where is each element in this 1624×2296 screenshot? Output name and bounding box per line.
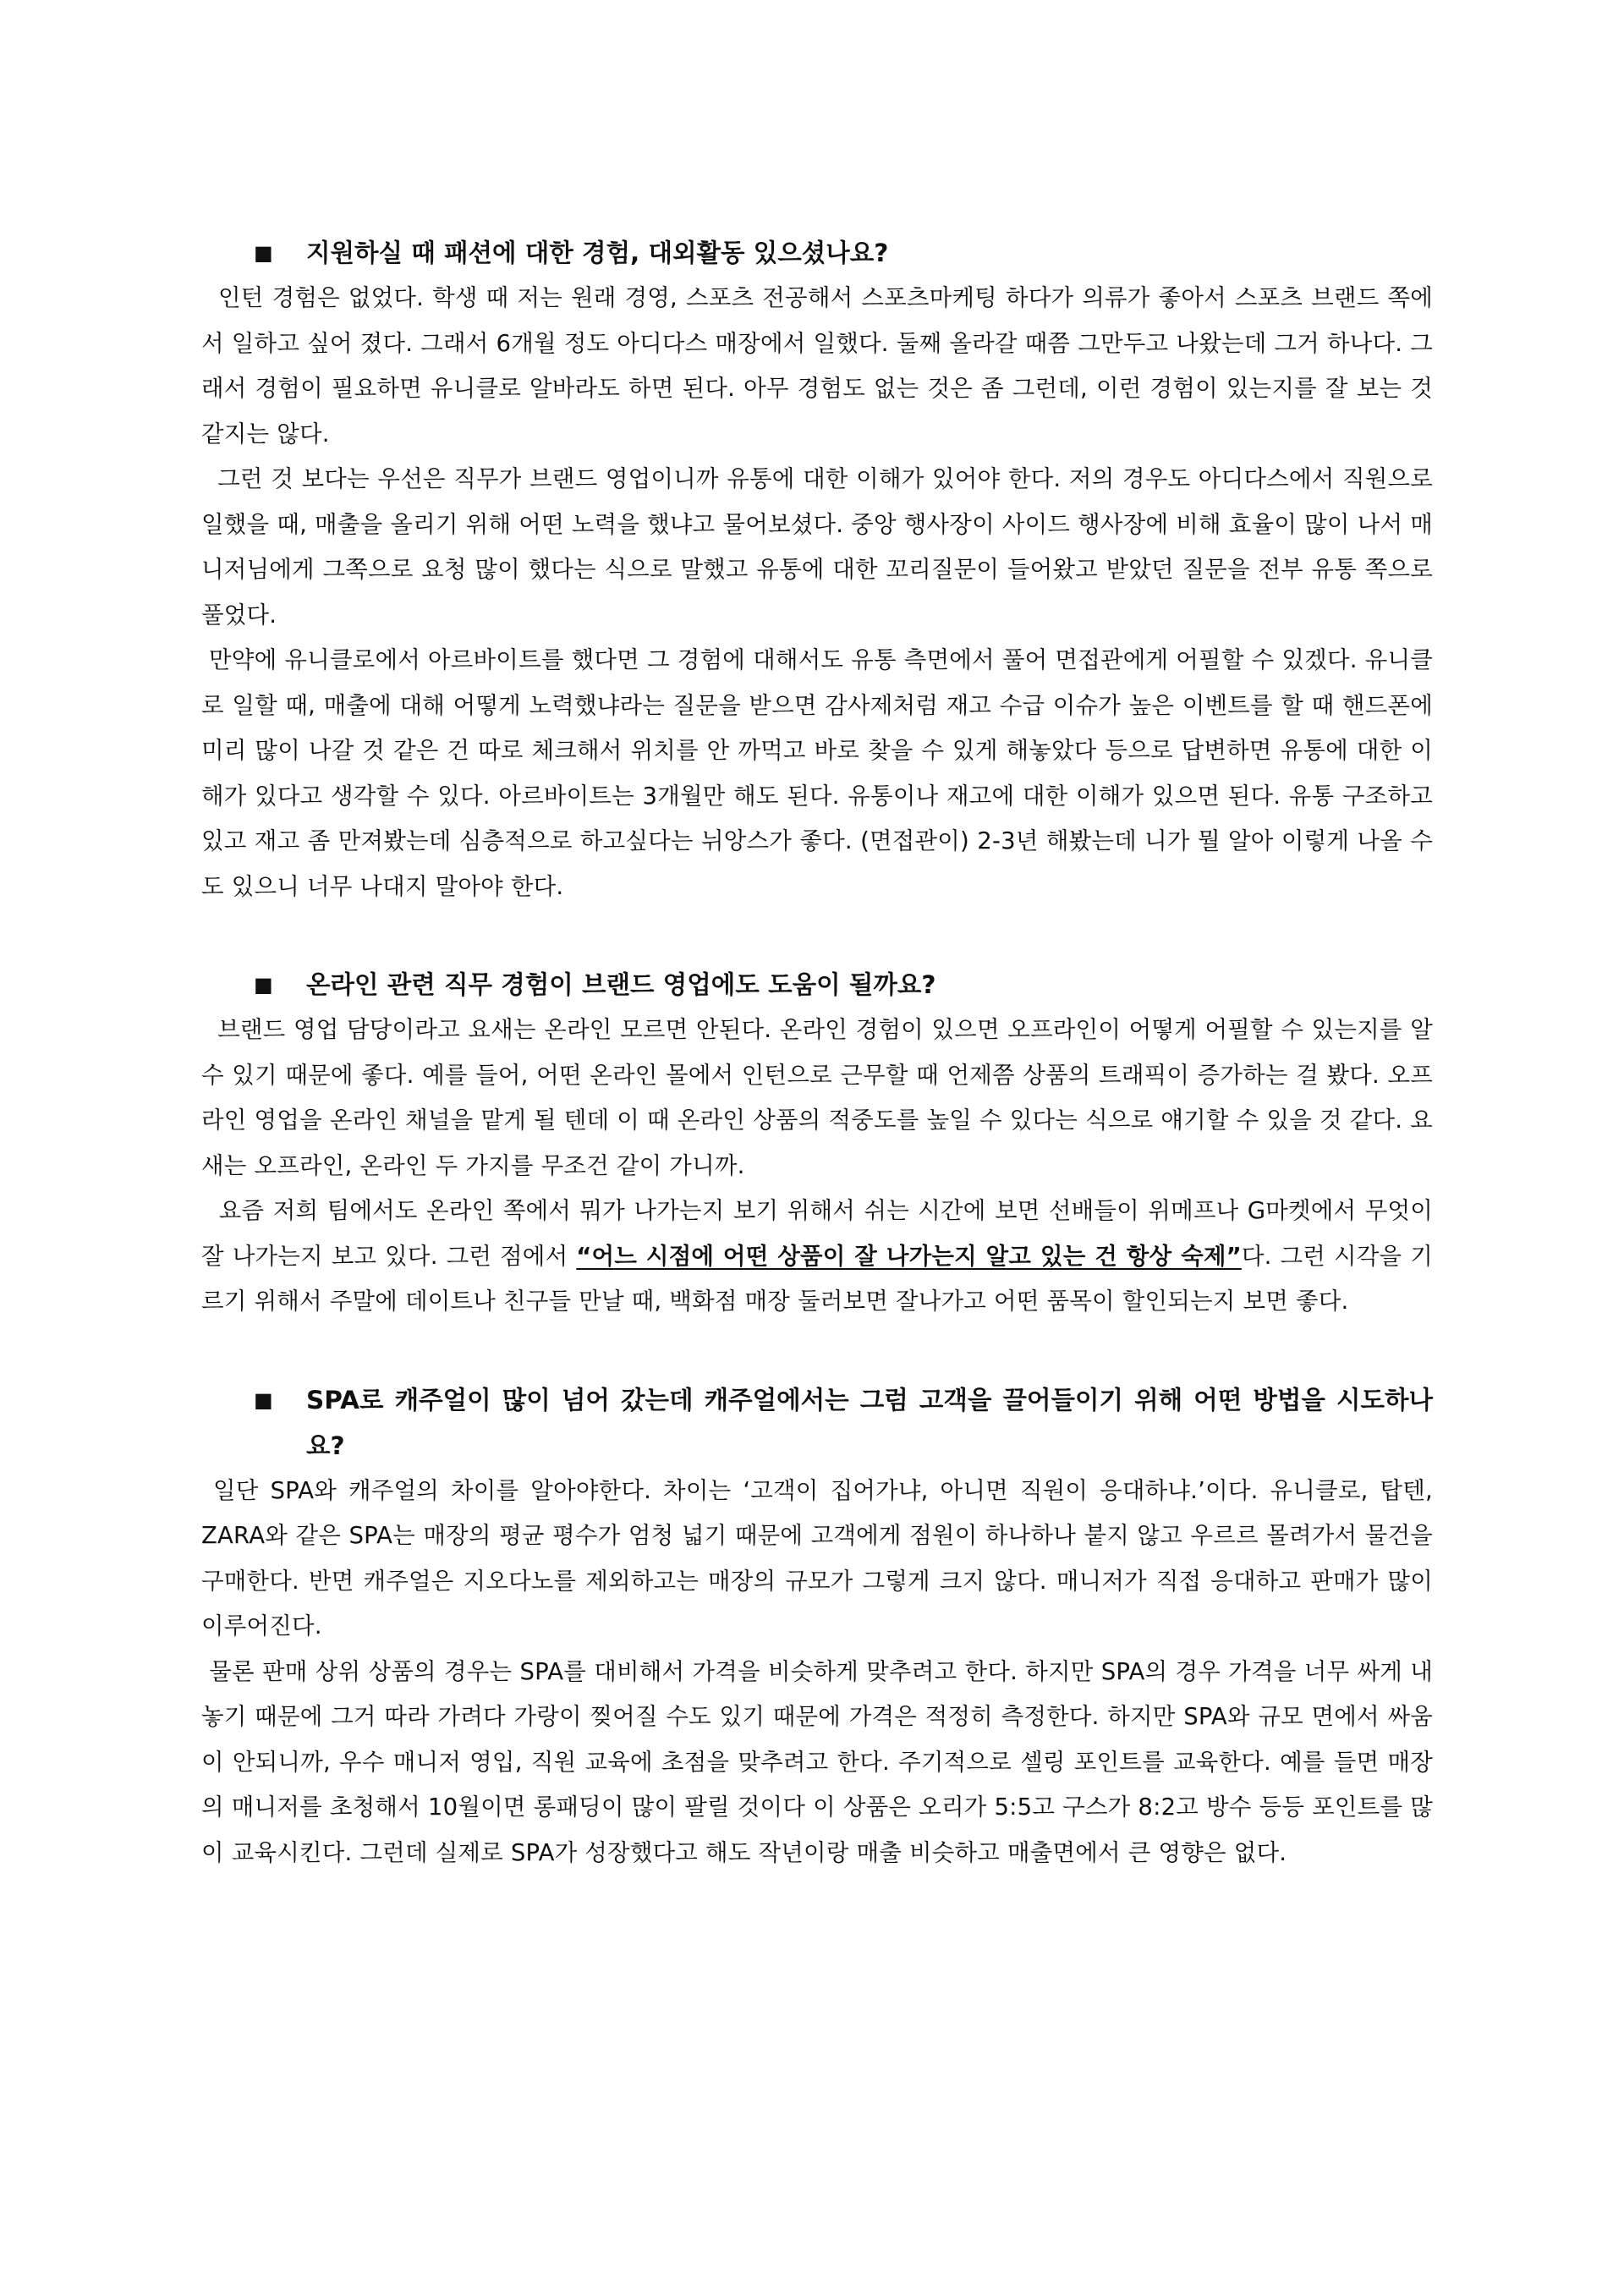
underlined-quote: “어느 시점에 어떤 상품이 잘 나가는지 알고 있는 건 항상 숙제” [576, 1242, 1242, 1270]
square-bullet-icon: ■ [254, 973, 273, 997]
question-text: SPA로 캐주얼이 많이 넘어 갔는데 캐주얼에서는 그럼 고객을 끌어들이기 위해 어떤 방법을 시도하나요? [306, 1385, 1433, 1460]
answer-paragraph: 물론 판매 상위 상품의 경우는 SPA를 대비해서 가격을 비슷하게 맞추려고 한다. 하지만 SPA의 경우 가격을 너무 싸게 내놓기 때문에 그거 따라 가려다 가랑이 찢어질 수도 있기 때문에 가격은 적정히 측정한다. 하지만 SPA와 규모 면에서 싸움이 안되니까, 우수 매니저 영입, 직원 교육에 초점을 맞추려고 한다. 주기적으로 셀링 포인트를 교육한다. 예를 들면 매장의 매니저를 초청해서 10월이면 롱패딩이 많이 팔릴 것이다 이 상품은 오리가 5:5고 구스가 8:2고 방수 등등 포인트를 많이 교육시킨다. 그런데 실제로 SPA가 성장했다고 해도 작년이랑 매출 비슷하고 매출면에서 큰 영향은 없다. [201, 1657, 1433, 1866]
square-bullet-icon: ■ [254, 1387, 273, 1412]
answer-paragraph: 일단 SPA와 캐주얼의 차이를 알아야한다. 차이는 ‘고객이 집어가냐, 아니면 직원이 응대하냐.’이다. 유니클로, 탑텐, ZARA와 같은 SPA는 매장의 평균 평수가 엄청 넓기 때문에 고객에게 점원이 하나하나 붙지 않고 우르르 몰려가서 물건을 구매한다. 반면 캐주얼은 지오다노를 제외하고는 매장의 규모가 그렇게 크지 않다. 매니저가 직접 응대하고 판매가 많이 이루어진다. [201, 1476, 1440, 1640]
answer-paragraph-with-highlight [201, 1189, 1440, 1325]
section-question [201, 230, 1433, 276]
question-text: 지원하실 때 패션에 대한 경험, 대외활동 있으셨나요? [306, 239, 889, 267]
section-spa-casual [201, 1377, 1440, 1876]
answer-paragraph: 브랜드 영업 담당이라고 요새는 온라인 모르면 안된다. 온라인 경험이 있으면 오프라인이 어떻게 어필할 수 있는지를 알 수 있기 때문에 좋다. 예를 들어, 어떤 온라인 몰에서 인턴으로 근무할 때 언제쯤 상품의 트래픽이 증가하는 걸 봤다. 오프라인 영업을 온라인 채널을 맡게 될 텐데 이 때 온라인 상품의 적중도를 높일 수 있다는 식으로 얘기할 수 있을 것 같다. 요새는 오프라인, 온라인 두 가지를 무조건 같이 가니까. [201, 1016, 1440, 1179]
section-online-experience [201, 962, 1440, 1325]
paragraph-text: 요즘 저희 팀에서도 온라인 쪽에서 뭐가 나가는지 보기 위해서 쉬는 시간에 보면 선배들이 위메프나 G마켓에서 무엇이 잘 나가는지 보고 있다. 그런 점에서 [201, 1197, 1440, 1270]
square-bullet-icon: ■ [254, 241, 273, 265]
answer-paragraph: 그런 것 보다는 우선은 직무가 브랜드 영업이니까 유통에 대한 이해가 있어야 한다. 저의 경우도 아디다스에서 직원으로 일했을 때, 매출을 올리기 위해 어떤 노력을 했냐고 물어보셨다. 중앙 행사장이 사이드 행사장에 비해 효율이 많이 나서 매니저님에게 그쪽으로 요청 많이 했다는 식으로 말했고 유통에 대한 꼬리질문이 들어왔고 받았던 질문을 전부 유통 쪽으로 풀었다. [201, 465, 1440, 629]
answer-paragraph: 만약에 유니클로에서 아르바이트를 했다면 그 경험에 대해서도 유통 측면에서 풀어 면접관에게 어필할 수 있겠다. 유니클로 일할 때, 매출에 대해 어떻게 노력했냐라는 질문을 받으면 감사제처럼 재고 수급 이슈가 높은 이벤트를 할 때 핸드폰에 미리 많이 나갈 것 같은 건 따로 체크해서 위치를 안 까먹고 바로 찾을 수 있게 해놓았다 등으로 답변하면 유통에 대한 이해가 있다고 생각할 수 있다. 아르바이트는 3개월만 해도 된다. 유통이나 재고에 대한 이해가 있으면 된다. 유통 구조하고 있고 재고 좀 만져봤는데 심층적으로 하고싶다는 뉘앙스가 좋다. (면접관이) 2-3년 해봤는데 니가 뭘 알아 이렇게 나올 수도 있으니 너무 나대지 말아야 한다. [201, 646, 1440, 900]
answer-paragraph: 인턴 경험은 없었다. 학생 때 저는 원래 경영, 스포츠 전공해서 스포츠마케팅 하다가 의류가 좋아서 스포츠 브랜드 쪽에서 일하고 싶어 졌다. 그래서 6개월 정도 아디다스 매장에서 일했다. 둘째 올라갈 때쯤 그만두고 나왔는데 그거 하나다. 그래서 경험이 필요하면 유니클로 알바라도 하면 된다. 아무 경험도 없는 것은 좀 그런데, 이런 경험이 있는지를 잘 보는 것 같지는 않다. [201, 284, 1440, 448]
question-text: 온라인 관련 직무 경험이 브랜드 영업에도 도움이 될까요? [306, 970, 936, 999]
section-question [201, 962, 1433, 1008]
section-question [201, 1377, 1433, 1469]
document-page [201, 230, 1440, 1928]
section-fashion-experience [201, 230, 1440, 909]
paragraph-text: 다. 그런 시각을 기르기 위해서 주말에 데이트나 친구들 만날 때, 백화점 매장 둘러보면 잘나가고 어떤 품목이 할인되는지 보면 좋다. [201, 1242, 1433, 1315]
